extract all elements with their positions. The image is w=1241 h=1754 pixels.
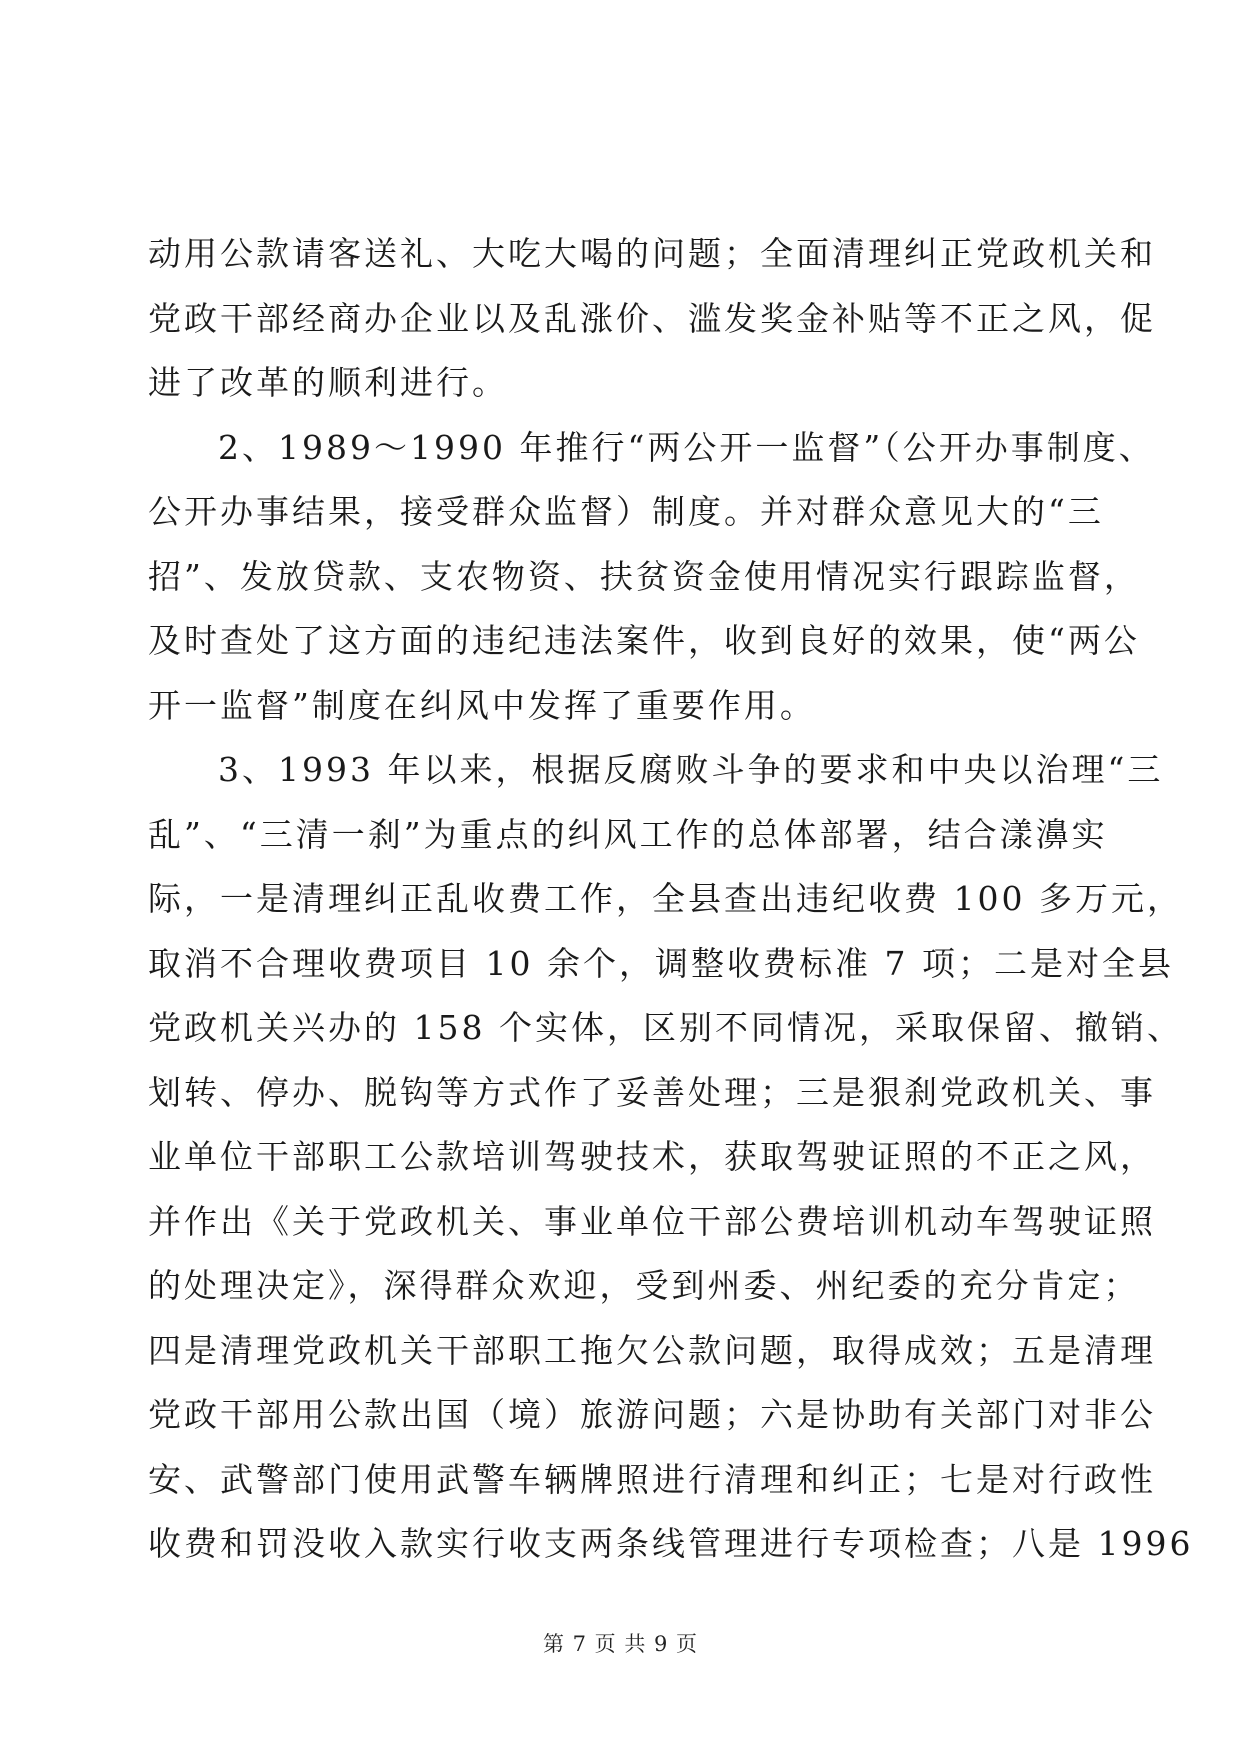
text-line: 收费和罚没收入款实行收支两条线管理进行专项检查；八是 1996 xyxy=(148,1524,1194,1563)
text-line: 党政干部经商办企业以及乱涨价、滥发奖金补贴等不正之风，促 xyxy=(148,298,1156,338)
text-line: 乱”、“三清一刹”为重点的纠风工作的总体部署，结合漾濞实 xyxy=(148,814,1108,854)
text-line: 进了改革的顺利进行。 xyxy=(148,363,508,402)
text-line: 动用公款请客送礼、大吃大喝的问题；全面清理纠正党政机关和 xyxy=(148,234,1156,273)
text-line: 取消不合理收费项目 10 余个，调整收费标准 7 项；二是对全县 xyxy=(148,943,1174,983)
paragraph-start-line: 3、1993 年以来，根据反腐败斗争的要求和中央以治理“三 xyxy=(218,750,1164,789)
paragraph-start-line: 2、1989～1990 年推行“两公开一监督”（公开办事制度、 xyxy=(218,427,1155,467)
text-line: 及时查处了这方面的违纪违法案件，收到良好的效果，使“两公 xyxy=(148,621,1140,660)
text-line: 并作出《关于党政机关、事业单位干部公费培训机动车驾驶证照 xyxy=(148,1201,1156,1241)
text-line: 四是清理党政机关干部职工拖欠公款问题，取得成效；五是清理 xyxy=(148,1330,1156,1370)
text-line: 党政机关兴办的 158 个实体，区别不同情况，采取保留、撤销、 xyxy=(148,1008,1183,1047)
text-line: 党政干部用公款出国（境）旅游问题；六是协助有关部门对非公 xyxy=(148,1395,1156,1434)
text-line: 开一监督”制度在纠风中发挥了重要作用。 xyxy=(148,685,816,725)
text-line: 划转、停办、脱钩等方式作了妥善处理；三是狠刹党政机关、事 xyxy=(148,1072,1156,1112)
page-number-footer: 第 7 页 共 9 页 xyxy=(542,1632,699,1656)
text-line: 公开办事结果，接受群众监督）制度。并对群众意见大的“三 xyxy=(148,492,1104,531)
text-line: 业单位干部职工公款培训驾驶技术，获取驾驶证照的不正之风， xyxy=(148,1137,1156,1176)
text-line: 的处理决定》，深得群众欢迎，受到州委、州纪委的充分肯定； xyxy=(148,1266,1140,1305)
text-line: 招”、发放贷款、支农物资、扶贫资金使用情况实行跟踪监督， xyxy=(148,556,1140,596)
text-line: 安、武警部门使用武警车辆牌照进行清理和纠正；七是对行政性 xyxy=(148,1459,1156,1499)
body-text xyxy=(148,222,1194,1577)
text-line: 际，一是清理纠正乱收费工作，全县查出违纪收费 100 多万元， xyxy=(148,879,1183,918)
